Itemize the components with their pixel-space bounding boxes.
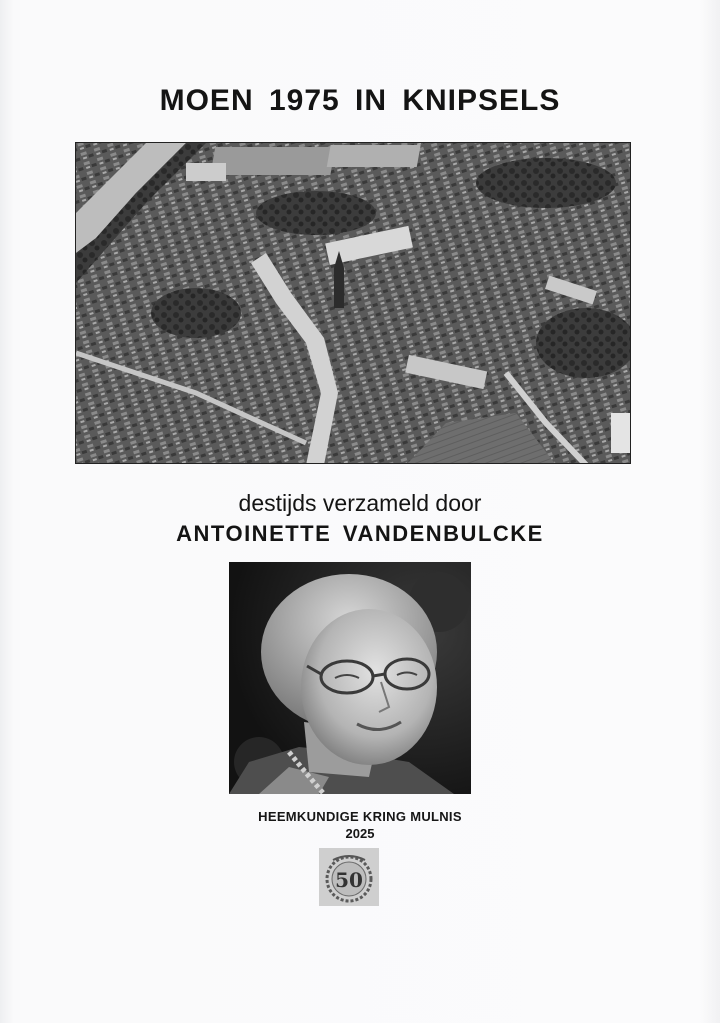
anniversary-logo: [319, 848, 379, 906]
anniversary-number: 50: [335, 868, 363, 892]
portrait-photo: [229, 562, 471, 794]
cover-title: MOEN 1975 IN KNIPSELS: [159, 84, 561, 117]
collected-by-text: destijds verzameld door: [238, 490, 482, 516]
aerial-village-photo: [75, 142, 631, 464]
organization-name: HEEMKUNDIGE KRING MULNIS: [258, 809, 462, 824]
publication-year: 2025: [345, 826, 375, 841]
author-name: ANTOINETTE VANDENBULCKE: [176, 521, 544, 546]
